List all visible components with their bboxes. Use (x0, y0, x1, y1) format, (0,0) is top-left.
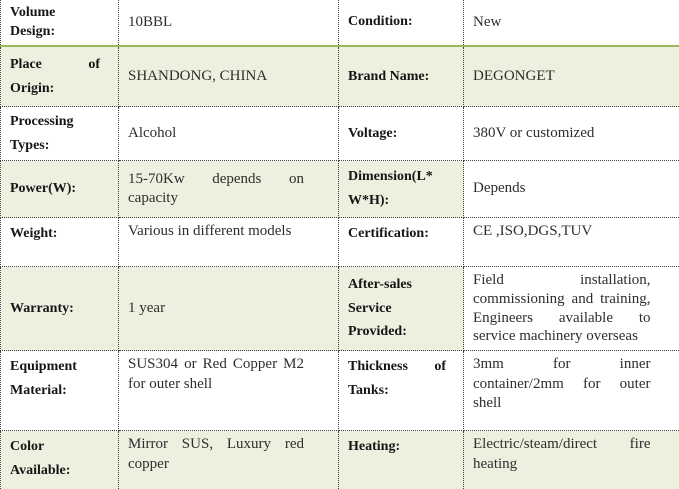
table-row (1, 351, 679, 431)
spec-value-heating: Electric/steam/direct fire heating (464, 431, 679, 489)
spec-value-after-sales-service: Field installation, commissioning and training, Engineers available to service machinery overseas (464, 267, 679, 351)
table-row (1, 46, 679, 107)
spec-label-dimension: Dimension(L*​W*H): (339, 161, 464, 218)
spec-label-equipment-material: Equipment Material: (1, 351, 119, 431)
spec-value-condition: New (464, 0, 679, 46)
table-row (1, 0, 679, 46)
spec-label-warranty: Warranty: (1, 267, 119, 351)
spec-label-after-sales-service: After-sales Service Provided: (339, 267, 464, 351)
spec-value-processing-types: Alcohol (119, 107, 339, 161)
spec-value-weight: Various in different models (119, 218, 339, 267)
spec-value-volume-design: 10BBL (119, 0, 339, 46)
spec-label-volume-design: Volume Design: (1, 0, 119, 46)
spec-label-color-available: Color Available: (1, 431, 119, 489)
spec-value-warranty: 1 year (119, 267, 339, 351)
table-row (1, 218, 679, 267)
spec-value-voltage: 380V or customized (464, 107, 679, 161)
spec-label-place-of-origin: Place of Origin: (1, 46, 119, 107)
spec-value-color-available: Mirror SUS, Luxury red copper (119, 431, 339, 489)
spec-value-brand-name: DEGONGET (464, 46, 679, 107)
spec-value-dimension: Depends (464, 161, 679, 218)
table-row (1, 107, 679, 161)
spec-label-thickness-of-tanks: Thickness of Tanks: (339, 351, 464, 431)
spec-label-brand-name: Brand Name: (339, 46, 464, 107)
spec-label-heating: Heating: (339, 431, 464, 489)
spec-label-voltage: Voltage: (339, 107, 464, 161)
spec-value-equipment-material: SUS304 or Red Copper M2 for outer shell (119, 351, 339, 431)
table-row (1, 267, 679, 351)
spec-value-certification: CE ,ISO,DGS,TUV (464, 218, 679, 267)
spec-label-processing-types: Processing Types: (1, 107, 119, 161)
spec-value-power: 15-70Kw depends on capacity (119, 161, 339, 218)
spec-label-weight: Weight: (1, 218, 119, 267)
spec-label-condition: Condition: (339, 0, 464, 46)
spec-value-thickness-of-tanks: 3mm for inner container/2mm for outer shell (464, 351, 679, 431)
table-row (1, 431, 679, 489)
spec-label-certification: Certification: (339, 218, 464, 267)
spec-label-power: Power(W): (1, 161, 119, 218)
spec-value-place-of-origin: SHANDONG, CHINA (119, 46, 339, 107)
table-row (1, 161, 679, 218)
